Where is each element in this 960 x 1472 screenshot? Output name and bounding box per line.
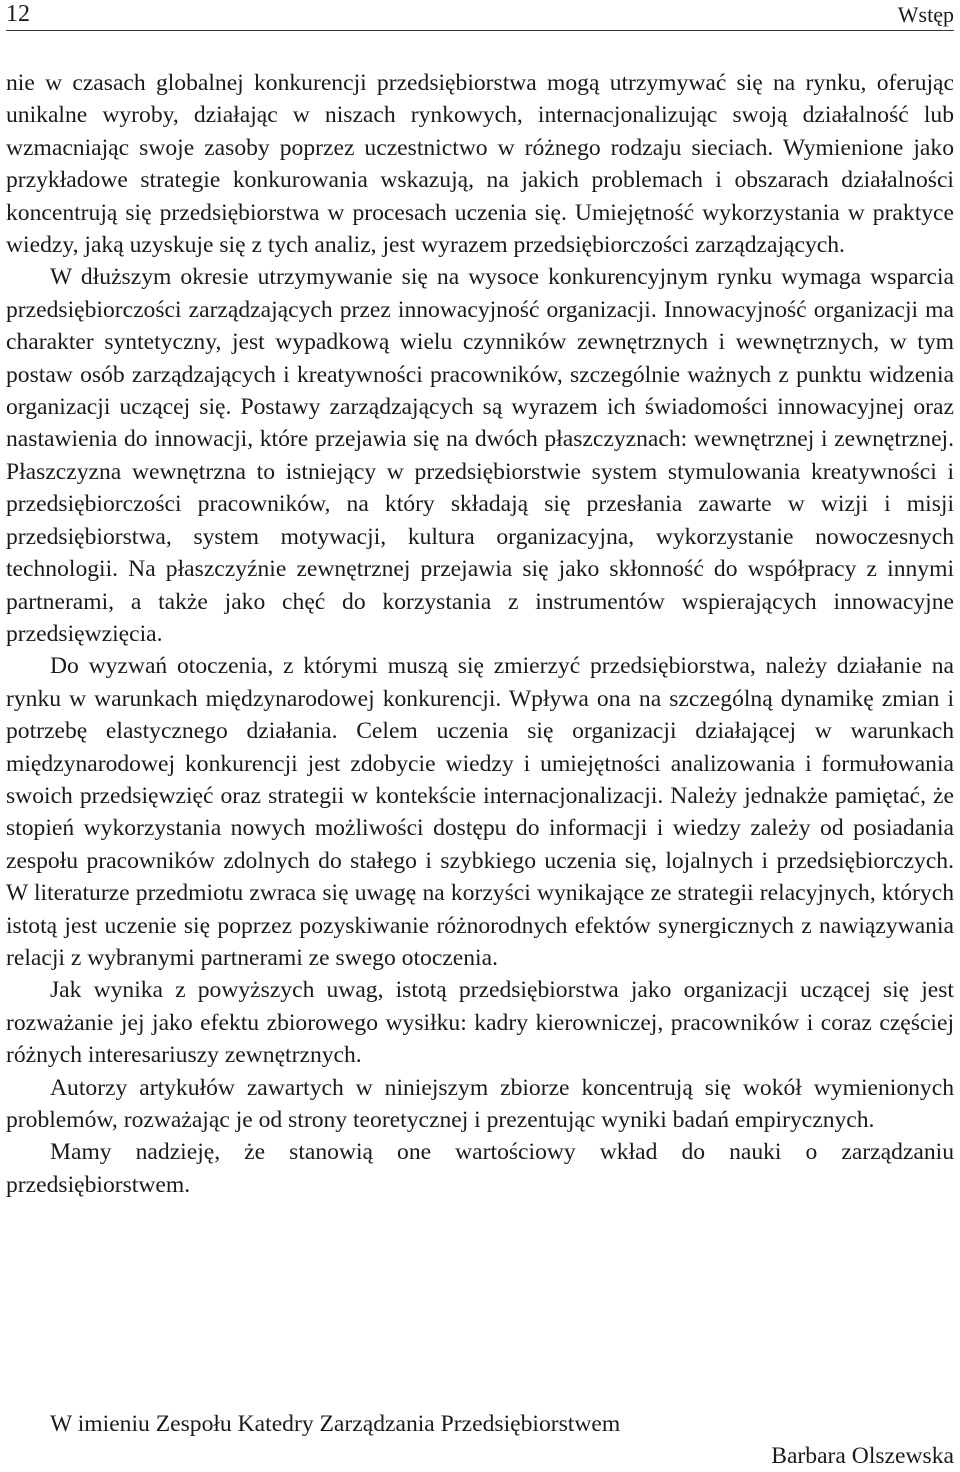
main-text [6,67,954,1201]
signature-name: Barbara Olszewska [771,1443,954,1469]
running-head: Wstęp [897,2,954,27]
paragraph: W dłuższym okresie utrzymywanie się na wysoce konkurencyjnym rynku wymaga wsparcia przedsiębiorczości zarządzających przez innowacyjność organizacji. Innowacyjność organizacji ma charakter syntetyczny, jest wypadkową wielu czynników zewnętrznych i wewnętrznych, w tym postaw osób zarządzających i kreatywności pracowników, szczególnie ważnych z punktu widzenia organizacji uczącej się. Postawy zarządzających są wyrazem ich świadomości innowacyjnej oraz nastawienia do innowacji, które przejawia się na dwóch płaszczyznach: wewnętrznej i zewnętrznej. Płaszczyzna wewnętrzna to istniejący w przedsiębiorstwie system stymulowania kreatywności i przedsiębiorczości pracowników, na który składają się przesłania zawarte w wizji i misji przedsiębiorstwa, system motywacji, kultura organizacyjna, wykorzystanie nowoczesnych technologii. Na płaszczyźnie zewnętrznej przejawia się jako skłonność do współpracy z innymi partnerami, a także jako chęć do korzystania z instrumentów wspierających innowacyjne przedsięwzięcia. [6,264,954,647]
paragraph: Autorzy artykułów zawartych w niniejszym zbiorze koncentrują się wokół wymienionych problemów, rozważając je od strony teoretycznej i prezentując wyniki badań empirycznych. [6,1074,954,1133]
paragraph: Jak wynika z powyższych uwag, istotą przedsiębiorstwa jako organizacji uczącej się jest rozważanie jej jako efektu zbiorowego wysiłku: kadry kierowniczej, pracowników i coraz częściej różnych interesariuszy zewnętrznych. [6,977,954,1069]
signature-intro: W imieniu Zespołu Katedry Zarządzania Przedsiębiorstwem [50,1411,621,1437]
page-header [6,0,954,31]
paragraph: nie w czasach globalnej konkurencji przedsiębiorstwa mogą utrzymywać się na rynku, oferując unikalne wyroby, działając w niszach rynkowych, internacjonalizując swoją działalność lub wzmacniając swoje zasoby poprzez uczestnictwo w różnego rodzaju sieciach. Wymienione jako przykładowe strategie konkurowania wskazują, na jakich problemach i obszarach działalności koncentrują się przedsiębiorstwa w procesach uczenia się. Umiejętność wykorzystania w praktyce wiedzy, jaką uzyskuje się z tych analiz, jest wyrazem przedsiębiorczości zarządzających. [6,70,954,259]
page-number: 12 [6,1,30,27]
paragraph: Mamy nadzieję, że stanowią one wartościowy wkład do nauki o zarządzaniu przedsiębiorstwem. [6,1139,954,1198]
paragraph: Do wyzwań otoczenia, z którymi muszą się zmierzyć przedsiębiorstwa, należy działanie na rynku w warunkach międzynarodowej konkurencji. Wpływa ona na szczególną dynamikę zmian i potrzebę elastycznego działania. Celem uczenia się organizacji działającej w warunkach międzynarodowej konkurencji jest zdobycie wiedzy i umiejętności analizowania i formułowania swoich przedsięwzięć oraz strategii w kontekście internacjonalizacji. Należy jednakże pamiętać, że stopień wykorzystania nowych możliwości dostępu do informacji i wiedzy zależy od posiadania zespołu pracowników zdolnych do stałego i szybkiego uczenia się, lojalnych i przedsiębiorczych. W literaturze przedmiotu zwraca się uwagę na korzyści wynikające ze strategii relacyjnych, których istotą jest uczenie się poprzez pozyskiwanie różnorodnych efektów synergicznych z nawiązywania relacji z wybranymi partnerami ze swego otoczenia. [6,653,954,971]
